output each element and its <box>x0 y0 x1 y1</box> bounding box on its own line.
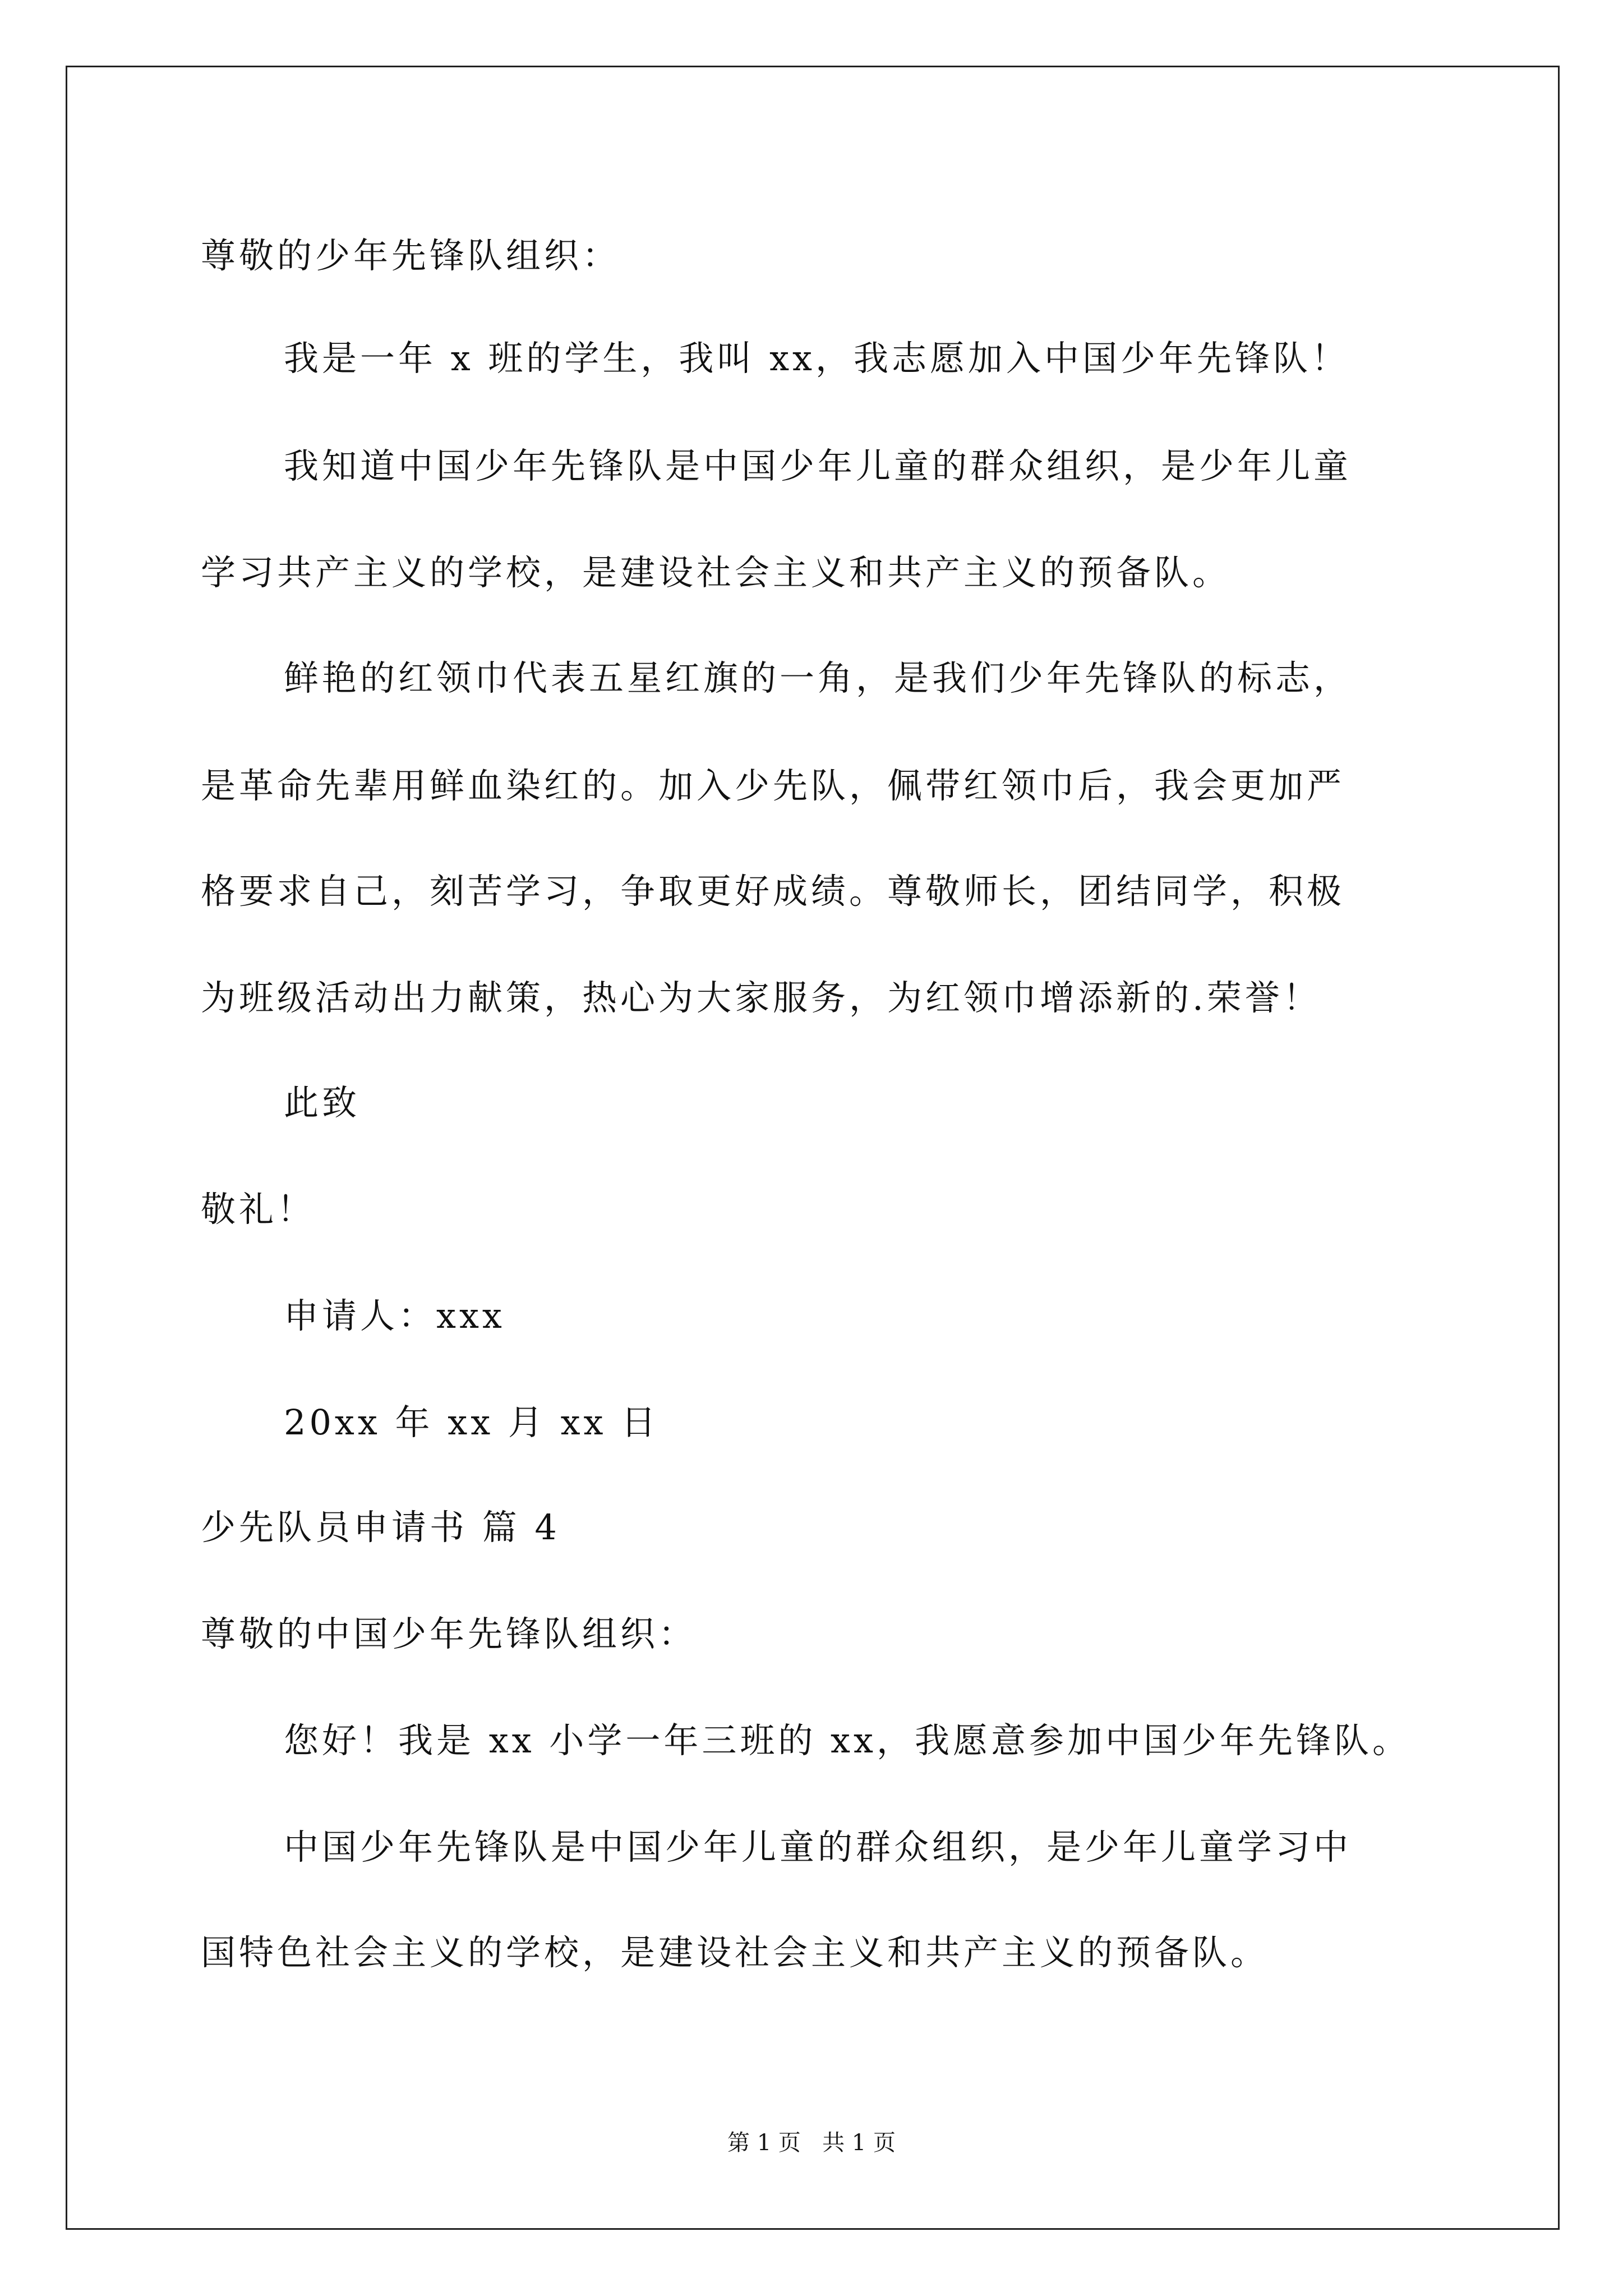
paragraph-line: 中国少年先锋队是中国少年儿童的群众组织，是少年儿童学习中 <box>284 1826 1352 1867</box>
closing-line: 此致 <box>284 1082 361 1123</box>
paragraph-line: 是革命先辈用鲜血染红的。加入少先队，佩带红领巾后，我会更加严 <box>201 765 1345 806</box>
page-border <box>66 66 1560 2230</box>
paragraph-line: 国特色社会主义的学校，是建设社会主义和共产主义的预备队。 <box>201 1932 1269 1973</box>
section-heading: 少先队员申请书 篇 4 <box>201 1507 560 1548</box>
page-footer: 第 1 页 共 1 页 <box>727 2130 896 2156</box>
paragraph-line: 我知道中国少年先锋队是中国少年儿童的群众组织，是少年儿童 <box>284 445 1352 486</box>
paragraph-line: 学习共产主义的学校，是建设社会主义和共产主义的预备队。 <box>201 552 1231 593</box>
applicant-line: 申请人：xxx <box>284 1295 505 1336</box>
paragraph-line: 鲜艳的红领巾代表五星红旗的一角，是我们少年先锋队的标志， <box>284 657 1352 698</box>
date-line: 20xx 年 xx 月 xx 日 <box>284 1402 660 1443</box>
paragraph-line: 为班级活动出力献策，热心为大家服务，为红领巾增添新的.荣誉！ <box>201 977 1321 1018</box>
salutation: 尊敬的少年先锋队组织： <box>201 235 621 276</box>
closing-line: 敬礼！ <box>201 1189 316 1230</box>
paragraph-line: 我是一年 x 班的学生，我叫 xx，我志愿加入中国少年先锋队！ <box>284 338 1350 379</box>
paragraph-line: 您好！我是 xx 小学一年三班的 xx，我愿意参加中国少年先锋队。 <box>284 1720 1410 1761</box>
salutation: 尊敬的中国少年先锋队组织： <box>201 1613 697 1654</box>
paragraph-line: 格要求自己，刻苦学习，争取更好成绩。尊敬师长，团结同学，积极 <box>201 871 1345 912</box>
